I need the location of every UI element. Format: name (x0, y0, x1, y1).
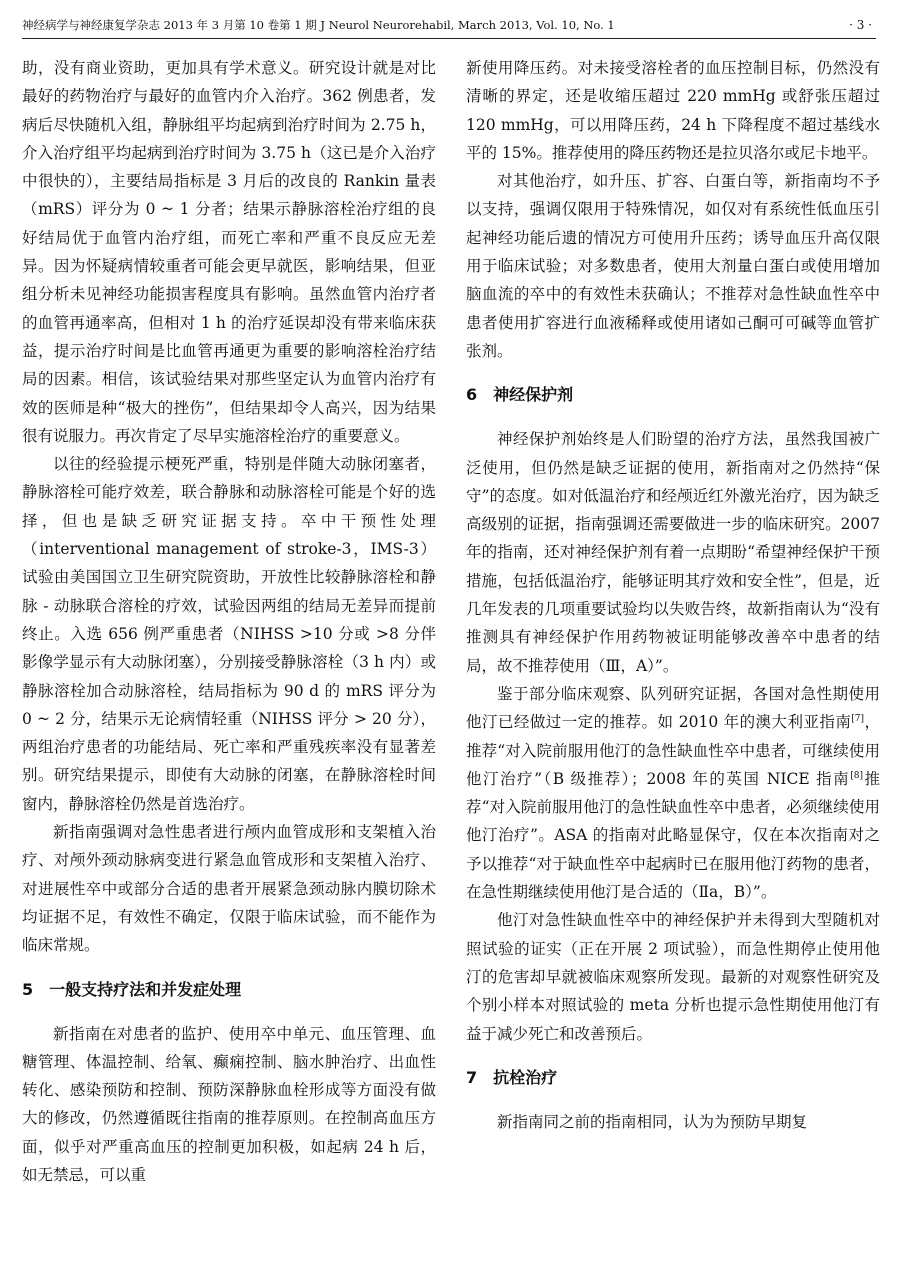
paragraph: 对其他治疗，如升压、扩容、白蛋白等，新指南均不予以支持，强调仅限用于特殊情况，如仅对有系统性低血压引起神经功能后遗的情况方可使用升压药；诱导血压升高仅限用于临床试验；对多数患者，使用大剂量白蛋白或使用增加脑血流的卒中的有效性未获确认；不推荐对急性缺血性卒中患者使用扩容进行血液稀释或使用诸如己酮可可碱等血管扩张剂。 (466, 172, 880, 360)
section-heading-6 (466, 381, 880, 409)
paragraph: 他汀对急性缺血性卒中的神经保护并未得到大型随机对照试验的证实（正在开展 2 项试验），而急性期停止使用他汀的危害却早就被临床观察所发现。最新的对观察性研究及个别小样本对照试验的 meta 分析也提示急性期使用他汀有益于减少死亡和改善预后。 (466, 911, 880, 1043)
section-title: 神经保护剂 (493, 385, 574, 405)
citation-ref: [7] (851, 714, 865, 725)
text-run: 鉴于部分临床观察、队列研究证据，各国对急性期使用他汀已经做过一定的推荐。如 2010 年的澳大利亚指南 (466, 684, 880, 732)
paragraph-with-citations (466, 680, 880, 906)
citation-ref: [8] (850, 770, 863, 781)
right-column (466, 54, 880, 1136)
section-title: 一般支持疗法和并发症处理 (49, 979, 242, 999)
section-number: 5 (22, 979, 34, 999)
journal-citation: 神经病学与神经康复学杂志 2013 年 3 月第 10 卷第 1 期 J Neurol Neurorehabil, March 2013, Vol. 10, No. 1 (22, 18, 615, 32)
section-number: 7 (466, 1067, 478, 1087)
paragraph: 神经保护剂始终是人们盼望的治疗方法，虽然我国被广泛使用，但仍然是缺乏证据的使用，新指南对之仍然持“保守”的态度。如对低温治疗和经颅近红外激光治疗，因为缺乏高级别的证据，指南强调还需要做进一步的临床研究。2007 年的指南，还对神经保护剂有着一点期盼“希望神经保护干预措施，包括低温治疗，能够证明其疗效和安全性”，但是，近几年发表的几项重要试验均以失败告终，故新指南认为“没有推测具有神经保护作用药物被证明能够改善卒中患者的结局，故不推荐使用（Ⅲ，A）”。 (466, 430, 880, 675)
section-number: 6 (466, 385, 478, 405)
text-run: ，推荐“对入院前服用他汀的急性缺血性卒中患者，可继续使用他汀治疗”（B 级推荐）；2008 年的英国 NICE 指南 (466, 713, 880, 788)
section-heading-5 (22, 976, 436, 1004)
paragraph: 新指南强调对急性患者进行颅内血管成形和支架植入治疗、对颅外颈动脉病变进行紧急血管成形和支架植入治疗、对进展性卒中或部分合适的患者开展紧急颈动脉内膜切除术均证据不足，有效性不确定，仅限于临床试验，而不能作为临床常规。 (22, 823, 436, 955)
section-title: 抗栓治疗 (493, 1067, 558, 1087)
paragraph: 助，没有商业资助，更加具有学术意义。研究设计就是对比最好的药物治疗与最好的血管内介入治疗。362 例患者，发病后尽快随机入组，静脉组平均起病到治疗时间为 2.75 h，介入治疗组平均起病到治疗时间为 3.75 h（这已是介入治疗中很快的），主要结局指标是 3 月后的改良的 Rankin 量表（mRS）评分为 0 ~ 1 分者；结果示静脉溶栓治疗组的良好结局优于血管内治疗组，而死亡率和严重不良反应无差异。因为怀疑病情较重者可能会更早就医，影响结果，但亚组分析未见神经功能损害程度具有影响。虽然血管内治疗者的血管再通率高，但相对 1 h 的治疗延误却没有带来临床获益，提示治疗时间是比血管再通更为重要的影响溶栓治疗结局的因素。相信，该试验结果对那些坚定认为血管内治疗有效的医师是种“极大的挫伤”，但结果却令人高兴，因为结果很有说服力。再次肯定了尽早实施溶栓治疗的重要意义。 (22, 59, 436, 445)
text-run: 推荐“对入院前服用他汀的急性缺血性卒中患者，必须继续使用他汀治疗”。ASA 的指南对此略显保守，仅在本次指南对之予以推荐“对于缺血性卒中起病时已在服用他汀药物的患者，在急性期继续使用他汀是合适的（Ⅱa，B）”。 (466, 769, 880, 902)
page-number: · 3 · (849, 18, 872, 32)
left-column (22, 54, 436, 1189)
running-header (22, 14, 876, 39)
paragraph: 新指南同之前的指南相同，认为为预防早期复 (497, 1112, 808, 1131)
paragraph: 新指南在对患者的监护、使用卒中单元、血压管理、血糖管理、体温控制、给氧、癫痫控制、脑水肿治疗、出血性转化、感染预防和控制、预防深静脉血栓形成等方面没有做大的修改，仍然遵循既往指南的推荐原则。在控制高血压方面，似乎对严重高血压的控制更加积极，如起病 24 h 后，如无禁忌，可以重 (22, 1024, 436, 1184)
paragraph: 新使用降压药。对未接受溶栓者的血压控制目标，仍然没有清晰的界定，还是收缩压超过 220 mmHg 或舒张压超过 120 mmHg，可以用降压药，24 h 下降程度不超过基线水平的 15%。推荐使用的降压药物还是拉贝洛尔或尼卡地平。 (466, 59, 880, 162)
paragraph: 以往的经验提示梗死严重，特别是伴随大动脉闭塞者，静脉溶栓可能疗效差，联合静脉和动脉溶栓可能是个好的选择，但也是缺乏研究证据支持。卒中干预性处理（interventional management of stroke-3，IMS-3）试验由美国国立卫生研究院资助，开放性比较静脉溶栓和静脉 - 动脉联合溶栓的疗效，试验因两组的结局无差异而提前终止。入选 656 例严重患者（NIHSS >10 分或 >8 分伴影像学显示有大动脉闭塞），分别接受静脉溶栓（3 h 内）或静脉溶栓加合动脉溶栓，结局指标为 90 d 的 mRS 评分为 0 ~ 2 分，结果示无论病情轻重（NIHSS 评分 > 20 分），两组治疗患者的功能结局、死亡率和严重残疾率没有显著差别。研究结果提示，即使有大动脉的闭塞，在静脉溶栓时间窗内，静脉溶栓仍然是首选治疗。 (22, 455, 436, 813)
section-heading-7 (466, 1064, 880, 1092)
